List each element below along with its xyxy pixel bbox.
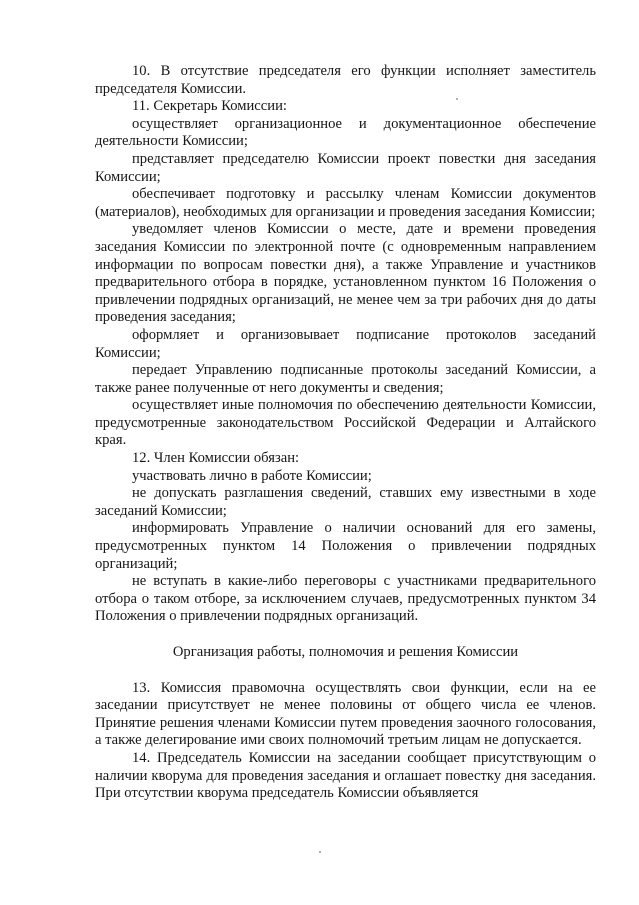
paragraph: осуществляет организационное и документационное обеспечение деятельности Комиссии; [95,115,596,150]
section-heading: Организация работы, полномочия и решения Комиссии [172,644,519,660]
paragraph: 11. Секретарь Комиссии: [132,98,287,115]
paragraph: 14. Председатель Комиссии на заседании сообщает присутствующим о наличии кворума для проведения заседания и оглашает повестку дня заседания. При отсутствии кворума председатель Комиссии объявляется [95,749,596,802]
document-body [95,63,596,803]
paragraph-block-duties [95,63,596,626]
paragraph: информировать Управление о наличии оснований для его замены, предусмотренных пунктом 14 Положения о привлечении подрядных организаций; [95,520,596,572]
paragraph: уведомляет членов Комиссии о месте, дате и времени проведения заседания Комиссии по электронной почте (с одновременным направлением информации по вопросам повестки дня), а также Управление и участников предварительного отбора в порядке, установленном пунктом 16 Положения о привлечении подрядных организаций, не менее чем за три рабочих дня до даты проведения заседания; [95,221,596,326]
paragraph: передает Управлению подписанные протоколы заседаний Комиссии, а также ранее полученные от него документы и сведения; [95,362,596,396]
paragraph-block-organization [95,680,596,803]
paragraph: осуществляет иные полномочия по обеспечению деятельности Комиссии, предусмотренные законодательством Российской Федерации и Алтайского края. [95,397,596,449]
paragraph: представляет председателю Комиссии проект повестки дня заседания Комиссии; [95,150,596,185]
scan-speck [319,851,321,853]
paragraph: участвовать лично в работе Комиссии; [132,467,372,484]
paragraph: обеспечивает подготовку и рассылку членам Комиссии документов (материалов), необходимых для организации и проведения заседания Комиссии; [95,186,596,220]
paragraph: 12. Член Комиссии обязан: [132,450,300,467]
paragraph: 13. Комиссия правомочна осуществлять свои функции, если на ее заседании присутствует не менее половины от общего числа ее членов. Принятие решения членами Комиссии путем проведения заочного голосования, а также делегирование ими своих полномочий третьим лицам не допускается. [95,679,596,749]
paragraph: 10. В отсутствие председателя его функции исполняет заместитель председателя Комиссии. [95,63,596,97]
paragraph: не вступать в какие-либо переговоры с участниками предварительного отбора о таком отборе, за исключением случаев, предусмотренных пунктом 34 Положения о привлечении подрядных организаций. [95,573,596,625]
paragraph: не допускать разглашения сведений, ставших ему известными в ходе заседаний Комиссии; [95,485,596,519]
paragraph: оформляет и организовывает подписание протоколов заседаний Комиссии; [95,326,596,361]
